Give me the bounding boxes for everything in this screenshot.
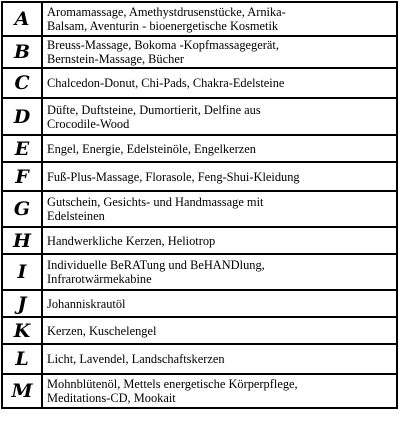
index-entries: Mohnblütenöl, Mettels energetische Körperpflege, Meditations-CD, Mookait — [42, 374, 397, 408]
index-entries: Individuelle BeRATung und BeHANDlung, Infrarotwärmekabine — [42, 254, 397, 290]
index-letter: E — [2, 135, 42, 162]
index-row — [2, 2, 397, 36]
index-entries: Düfte, Duftsteine, Dumortierit, Delfine aus Crocodile-Wood — [42, 98, 397, 135]
index-entries: Aromamassage, Amethystdrusenstücke, Arnika- Balsam, Aventurin - bioenergetische Kosmetik — [42, 2, 397, 36]
index-letter: L — [2, 344, 42, 374]
index-row — [2, 98, 397, 135]
index-letter: I — [2, 254, 42, 290]
index-entries: Gutschein, Gesichts- und Handmassage mit Edelsteinen — [42, 191, 397, 227]
index-letter: A — [2, 2, 42, 36]
index-entries: Johanniskrautöl — [42, 290, 397, 317]
index-letter: H — [2, 227, 42, 254]
index-letter: K — [2, 317, 42, 344]
index-letter: F — [2, 162, 42, 191]
index-row — [2, 317, 397, 344]
index-letter: D — [2, 98, 42, 135]
index-entries: Chalcedon-Donut, Chi-Pads, Chakra-Edelsteine — [42, 68, 397, 98]
index-letter: J — [2, 290, 42, 317]
index-letter: G — [2, 191, 42, 227]
index-row — [2, 254, 397, 290]
index-letter: M — [2, 374, 42, 408]
alphabet-index-table — [1, 1, 398, 409]
index-row — [2, 191, 397, 227]
index-row — [2, 68, 397, 98]
index-row — [2, 227, 397, 254]
index-row — [2, 344, 397, 374]
index-letter: B — [2, 36, 42, 68]
index-entries: Breuss-Massage, Bokoma -Kopfmassagegerät, Bernstein-Massage, Bücher — [42, 36, 397, 68]
index-entries: Handwerkliche Kerzen, Heliotrop — [42, 227, 397, 254]
index-letter: C — [2, 68, 42, 98]
index-entries: Licht, Lavendel, Landschaftskerzen — [42, 344, 397, 374]
index-row — [2, 135, 397, 162]
index-entries: Kerzen, Kuschelengel — [42, 317, 397, 344]
index-row — [2, 290, 397, 317]
index-row — [2, 36, 397, 68]
index-row — [2, 162, 397, 191]
index-entries: Engel, Energie, Edelsteinöle, Engelkerzen — [42, 135, 397, 162]
index-row — [2, 374, 397, 408]
index-entries: Fuß-Plus-Massage, Florasole, Feng-Shui-Kleidung — [42, 162, 397, 191]
